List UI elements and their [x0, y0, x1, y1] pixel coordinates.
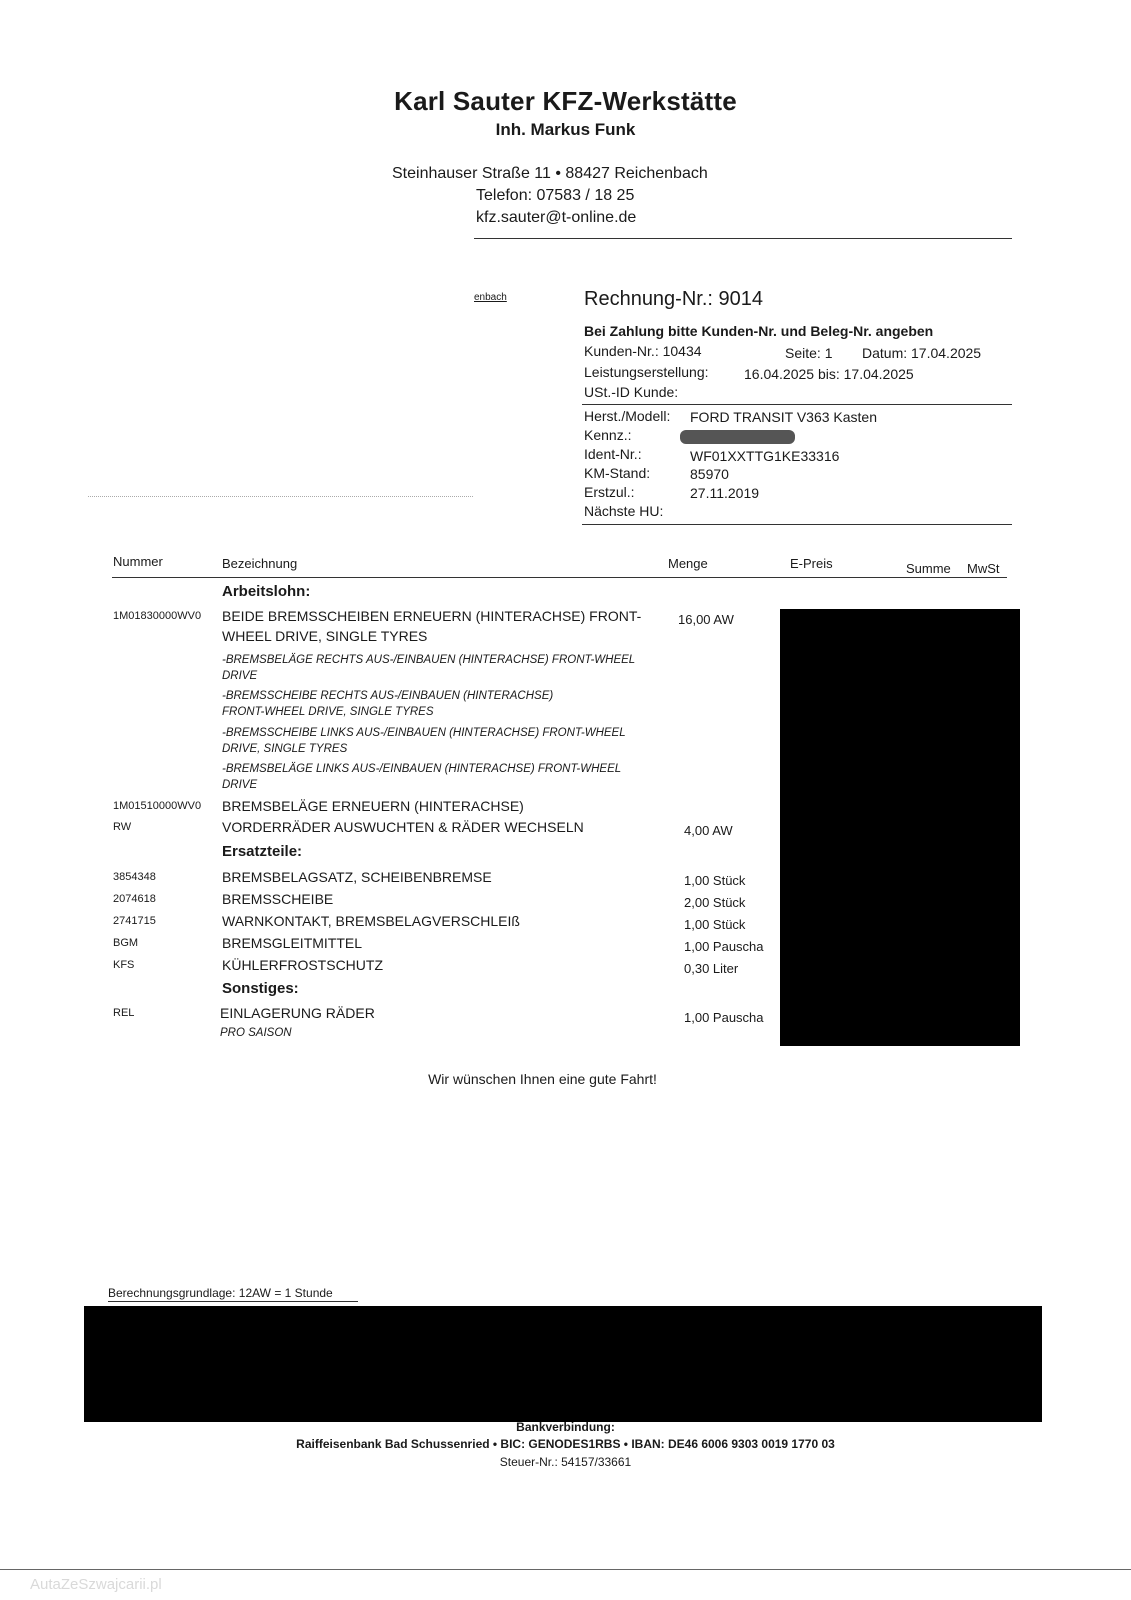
- col-quantity: Menge: [668, 556, 708, 571]
- section-parts: Ersatzteile:: [222, 843, 303, 860]
- company-owner: Inh. Markus Funk: [495, 120, 636, 139]
- meta-rule-top: [582, 404, 1012, 405]
- col-vat: MwSt: [967, 561, 1000, 576]
- service-period: 16.04.2025 bis: 17.04.2025: [744, 366, 914, 382]
- row1-sub2-line2: FRONT-WHEEL DRIVE, SINGLE TYRES: [222, 706, 434, 718]
- row9-sub: PRO SAISON: [220, 1027, 292, 1039]
- row3-qty: 4,00 AW: [684, 823, 733, 838]
- row2-desc: BREMSBELÄGE ERNEUERN (HINTERACHSE): [222, 798, 524, 814]
- section-labor: Arbeitslohn:: [222, 583, 311, 600]
- table-header-rule: [112, 577, 1007, 578]
- row3-number: RW: [113, 821, 132, 833]
- bank-label: Bankverbindung:: [516, 1420, 615, 1434]
- row1-number: 1M01830000WV0: [113, 610, 202, 622]
- model-label: Herst./Modell:: [584, 408, 671, 424]
- company-phone: Telefon: 07583 / 18 25: [476, 187, 635, 204]
- row3-desc: VORDERRÄDER AUSWUCHTEN & RÄDER WECHSELN: [222, 819, 584, 835]
- prices-redaction: [780, 609, 1020, 1046]
- col-description: Bezeichnung: [222, 556, 298, 571]
- company-address: Steinhauser Straße 11 • 88427 Reichenbach: [392, 165, 708, 182]
- basis-rule: [108, 1301, 358, 1302]
- address-window-rule: [88, 496, 473, 497]
- ident-label: Ident-Nr.:: [584, 446, 642, 462]
- row7-qty: 1,00 Pauscha: [684, 939, 764, 954]
- invoice-title: Rechnung-Nr.: 9014: [584, 288, 764, 310]
- row1-sub4-line2: DRIVE: [222, 779, 258, 791]
- first-reg-label: Erstzul.:: [584, 484, 635, 500]
- payment-note: Bei Zahlung bitte Kunden-Nr. und Beleg-Nr. angeben: [584, 323, 934, 339]
- row7-number: BGM: [113, 937, 139, 949]
- totals-redaction: [84, 1306, 1042, 1422]
- section-misc: Sonstiges:: [222, 980, 299, 997]
- row1-sub3-line2: DRIVE, SINGLE TYRES: [222, 743, 348, 755]
- row1-sub1-line1: -BREMSBELÄGE RECHTS AUS-/EINBAUEN (HINTERACHSE) FRONT-WHEEL: [222, 654, 636, 666]
- row9-number: REL: [113, 1007, 135, 1019]
- model-value: FORD TRANSIT V363 Kasten: [690, 409, 877, 425]
- tax-number: Steuer-Nr.: 54157/33661: [499, 1455, 632, 1469]
- row9-desc: EINLAGERUNG RÄDER: [220, 1005, 375, 1021]
- row8-desc: KÜHLERFROSTSCHUTZ: [222, 957, 384, 973]
- km-value: 85970: [690, 466, 729, 482]
- row2-number: 1M01510000WV0: [113, 800, 202, 812]
- row5-qty: 2,00 Stück: [684, 895, 746, 910]
- sender-fragment: enbach: [474, 292, 507, 303]
- row8-number: KFS: [113, 959, 135, 971]
- col-number: Nummer: [113, 554, 163, 569]
- row8-qty: 0,30 Liter: [684, 961, 739, 976]
- farewell-text: Wir wünschen Ihnen eine gute Fahrt!: [428, 1071, 657, 1087]
- row5-desc: BREMSSCHEIBE: [222, 891, 334, 907]
- km-label: KM-Stand:: [584, 465, 651, 481]
- calculation-basis: Berechnungsgrundlage: 12AW = 1 Stunde: [108, 1286, 333, 1300]
- row9-qty: 1,00 Pauscha: [684, 1010, 764, 1025]
- col-sum: Summe: [906, 561, 951, 576]
- header-rule: [474, 238, 1012, 239]
- ident-value: WF01XXTTG1KE33316: [690, 448, 840, 464]
- vat-id-label: USt.-ID Kunde:: [584, 384, 679, 400]
- row1-sub4-line1: -BREMSBELÄGE LINKS AUS-/EINBAUEN (HINTERACHSE) FRONT-WHEEL: [222, 763, 622, 775]
- row6-desc: WARNKONTAKT, BREMSBELAGVERSCHLEIß: [222, 913, 520, 929]
- company-name: Karl Sauter KFZ-Werkstätte: [394, 86, 737, 116]
- row4-number: 3854348: [113, 871, 156, 883]
- row4-qty: 1,00 Stück: [684, 873, 746, 888]
- plate-label: Kennz.:: [584, 427, 632, 443]
- row1-sub3-line1: -BREMSSCHEIBE LINKS AUS-/EINBAUEN (HINTERACHSE) FRONT-WHEEL: [222, 727, 626, 739]
- row1-desc-line1: BEIDE BREMSSCHEIBEN ERNEUERN (HINTERACHSE) FRONT-: [222, 608, 642, 624]
- invoice-date: Datum: 17.04.2025: [862, 345, 982, 361]
- watermark: AutaZeSzwajcarii.pl: [30, 1576, 162, 1593]
- meta-rule-bottom: [582, 524, 1012, 525]
- col-unit-price: E-Preis: [790, 556, 833, 571]
- row1-sub2-line1: -BREMSSCHEIBE RECHTS AUS-/EINBAUEN (HINTERACHSE): [222, 690, 554, 702]
- row6-number: 2741715: [113, 915, 156, 927]
- row5-number: 2074618: [113, 893, 156, 905]
- row6-qty: 1,00 Stück: [684, 917, 746, 932]
- company-email: kfz.sauter@t-online.de: [476, 209, 637, 226]
- bank-details: Raiffeisenbank Bad Schussenried • BIC: GENODES1RBS • IBAN: DE46 6006 9303 0019 1770 03: [296, 1437, 835, 1451]
- page-bottom-rule: [0, 1569, 1131, 1570]
- row4-desc: BREMSBELAGSATZ, SCHEIBENBREMSE: [222, 869, 492, 885]
- first-reg-value: 27.11.2019: [690, 485, 760, 501]
- plate-redaction: [680, 430, 795, 444]
- row1-sub1-line2: DRIVE: [222, 670, 258, 682]
- row7-desc: BREMSGLEITMITTEL: [222, 935, 363, 951]
- page-number: Seite: 1: [785, 345, 833, 361]
- service-label: Leistungserstellung:: [584, 364, 709, 380]
- row1-qty: 16,00 AW: [678, 612, 734, 627]
- next-hu-label: Nächste HU:: [584, 503, 664, 519]
- row1-desc-line2: WHEEL DRIVE, SINGLE TYRES: [222, 628, 428, 644]
- customer-number: Kunden-Nr.: 10434: [584, 343, 702, 359]
